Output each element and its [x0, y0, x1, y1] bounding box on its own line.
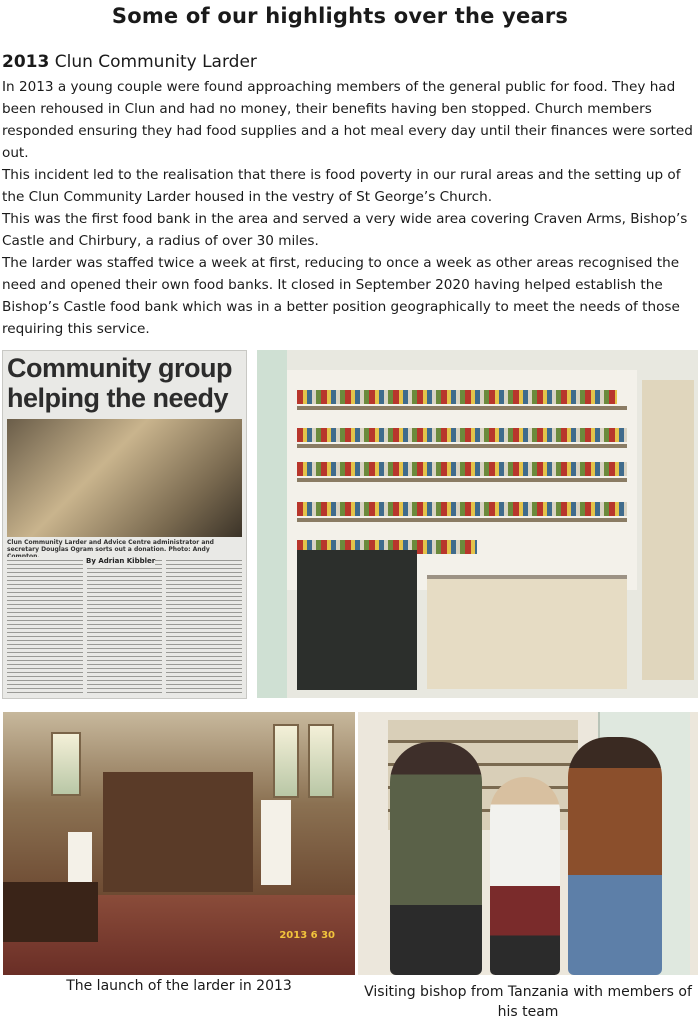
newspaper-byline: By Adrian Kibbler [86, 557, 156, 565]
photo-caption-bishop: Visiting bishop from Tanzania with members of his team [364, 984, 692, 1020]
newspaper-clipping-image [2, 350, 247, 699]
paragraph: The larder was staffed twice a week at first, reducing to once a week as other areas recognised the need and opened their own food banks. It closed in September 2020 having helped establish the Bishop’s Castle food bank which was in a better position geographically to meet the needs of those requiring this service. [2, 255, 680, 337]
photo-date-stamp: 2013 6 30 [279, 930, 335, 941]
larder-pantry-photo [257, 350, 698, 698]
newspaper-columns [7, 557, 242, 695]
paragraph: This incident led to the realisation that there is food poverty in our rural areas and the setting up of the Clun Community Larder housed in the vestry of St George’s Church. [2, 167, 681, 205]
paragraph: In 2013 a young couple were found approaching members of the general public for food. They had been rehoused in Clun and had no money, their benefits having ben stopped. Church members responded ensuring they had food supplies and a hot meal every day until their finances were sorted out. [2, 79, 693, 161]
church-launch-photo [3, 712, 355, 975]
newspaper-headline: Community group helping the needy [7, 353, 232, 413]
bishop-visit-photo [358, 712, 698, 975]
section-year: 2013 [2, 52, 50, 72]
newspaper-photo-caption: Clun Community Larder and Advice Centre administrator and secretary Douglas Ogram sorts out a donation. Photo: Andy [7, 539, 214, 553]
photo-caption-launch: The launch of the larder in 2013 [66, 978, 292, 994]
page-title: Some of our highlights over the years [111, 4, 569, 28]
section-title: Clun Community Larder [54, 52, 257, 72]
section-body [2, 76, 698, 340]
section-heading [2, 52, 696, 72]
newspaper-photo [7, 419, 242, 537]
paragraph: This was the first food bank in the area and served a very wide area covering Craven Arms, Bishop’s Castle and Chirbury, a radius of over 30 miles. [2, 211, 688, 249]
